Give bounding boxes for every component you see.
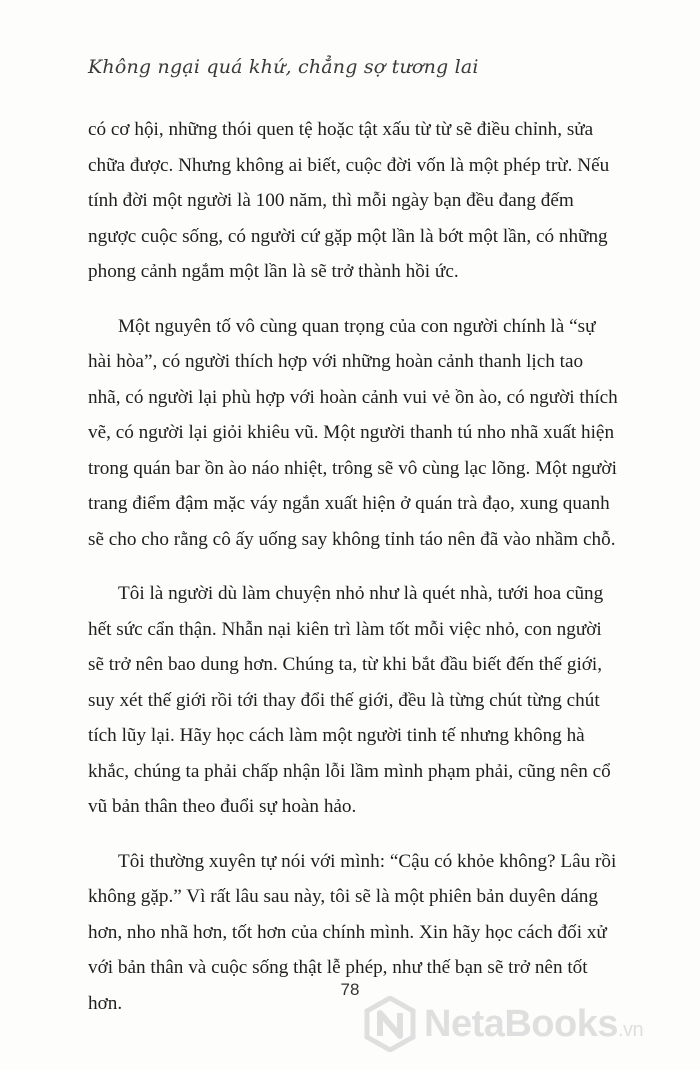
watermark-tld: .vn	[618, 1018, 644, 1041]
paragraph-3: Tôi là người dù làm chuyện nhỏ như là quét nhà, tưới hoa cũng hết sức cẩn thận. Nhẫn nại kiên trì làm tốt mỗi việc nhỏ, con người sẽ trở nên bao dung hơn. Chúng ta, từ khi bắt đầu biết đến thế giới, suy xét thế giới rồi tới thay đổi thế giới, đều là từng chút từng chút tích lũy lại. Hãy học cách làm một người tinh tế nhưng không hà khắc, chúng ta phải chấp nhận lỗi lầm mình phạm phải, cũng nên cổ vũ bản thân theo đuổi sự hoàn hảo.	[88, 583, 611, 817]
paragraph-1: có cơ hội, những thói quen tệ hoặc tật xấu từ từ sẽ điều chỉnh, sửa chữa được. Nhưng không ai biết, cuộc đời vốn là một phép trừ. Nếu tính đời một người là 100 năm, thì mỗi ngày bạn đều đang đếm ngược cuộc sống, có người cứ gặp một lần là bớt một lần, có những phong cảnh ngắm một lần là sẽ trở thành hồi ức.	[88, 119, 610, 282]
page-number: 78	[340, 980, 360, 999]
body-text	[88, 112, 620, 1040]
watermark	[364, 994, 643, 1054]
watermark-brand	[424, 1003, 643, 1046]
paragraph-2: Một nguyên tố vô cùng quan trọng của con người chính là “sự hài hòa”, có người thích hợp với những hoàn cảnh thanh lịch tao nhã, có người lại phù hợp với hoàn cảnh vui vẻ ồn ào, có người thích vẽ, có người lại giỏi khiêu vũ. Một người thanh tú nho nhã xuất hiện trong quán bar ồn ào náo nhiệt, trông sẽ vô cùng lạc lõng. Một người trang điểm đậm mặc váy ngắn xuất hiện ở quán trà đạo, xung quanh sẽ cho cho rằng cô ấy uống say không tỉnh táo nên đã vào nhầm chỗ.	[88, 315, 618, 550]
netabooks-logo-icon	[364, 996, 416, 1052]
running-header-title: Không ngại quá khứ, chẳng sợ tương lai	[88, 56, 479, 78]
paragraph-4: Tôi thường xuyên tự nói với mình: “Cậu có khỏe không? Lâu rồi không gặp.” Vì rất lâu sau này, tôi sẽ là một phiên bản duyên dáng hơn, nho nhã hơn, tốt hơn của chính mình. Xin hãy học cách đối xử với bản thân và cuộc sống thật lễ phép, như thế bạn sẽ trở nên tốt hơn.	[88, 850, 617, 1014]
watermark-brand-name: NetaBooks	[424, 1002, 618, 1045]
